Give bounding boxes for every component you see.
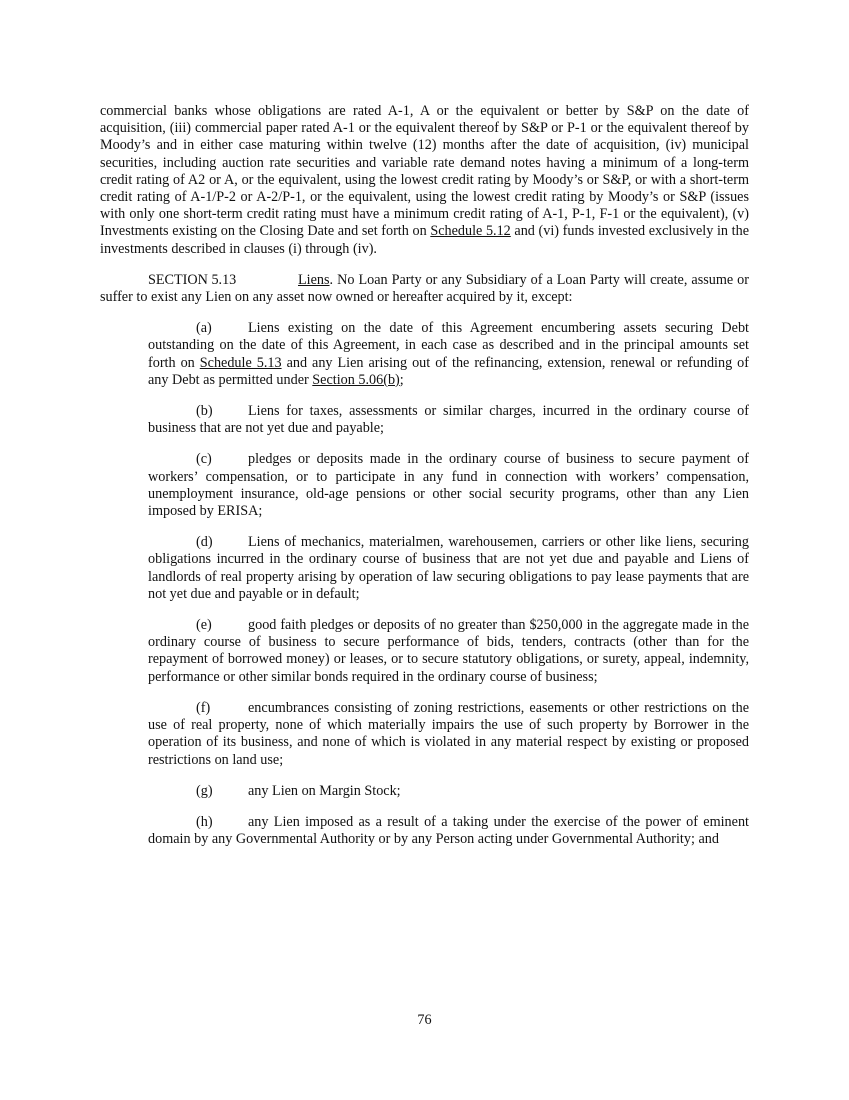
clause-b [148, 403, 749, 437]
clause-text: any Lien imposed as a result of a taking under the exercise of the power of eminent domain by any Governmental Authority or by any Person acting under Governmental Authority; and [148, 813, 749, 848]
clause-label: (c) [196, 451, 212, 468]
clause-a-text-a: Liens existing on the date of this Agreement encumbering assets securing Debt outstanding on the date of this Agreement, in each case as described and in the principal amounts set forth on [148, 320, 749, 371]
clause-e [148, 617, 749, 686]
schedule-5-12-reference: Schedule 5.12 [430, 223, 511, 240]
clause-label: (b) [196, 403, 213, 420]
clause-label: (f) [196, 699, 211, 716]
clause-label: (h) [196, 813, 213, 830]
section-5-13-paragraph [100, 272, 749, 306]
section-title: Liens [298, 271, 330, 288]
intro-paragraph [100, 103, 749, 258]
intro-text-b: and (vi) funds invested exclusively in the investments described in clauses (i) through (iv). [100, 223, 749, 257]
section-5-06b-reference: Section 5.06(b) [312, 371, 400, 388]
clause-list [100, 320, 749, 848]
clause-label: (a) [196, 320, 212, 337]
document-page [100, 103, 749, 862]
clause-g [148, 783, 749, 800]
clause-a [148, 320, 749, 389]
intro-text-a: commercial banks whose obligations are rated A-1, A or the equivalent or better by S&P on the date of acquisition, (iii) commercial paper rated A-1 or the equivalent thereof by S&P or P-1 or the equivalent thereof by Moody’s and in either case maturing within twelve (12) months after the date of acquisition, (iv) municipal securities, including auction rate securities and variable rate demand notes having a minimum of a long-term credit rating of A2 or A, or the equivalent, using the lowest credit rating by Moody’s or S&P, or with a short-term credit rating of A-1/P-2 or A-2/P-1, or the equivalent, using the lowest credit rating by Moody’s or S&P (issues with only one short-term credit rating must have a minimum credit rating of A-1, P-1, F-1 or the equivalent), (v) Investments existing on the Closing Date and set forth on [100, 103, 749, 240]
section-text: . No Loan Party or any Subsidiary of a Loan Party will create, assume or suffer to exist any Lien on any asset now owned or hereafter acquired by it, except: [100, 271, 749, 306]
clause-a-text-c: ; [399, 371, 404, 388]
clause-label: (e) [196, 617, 212, 634]
clause-c [148, 451, 749, 520]
schedule-5-13-reference: Schedule 5.13 [199, 354, 282, 371]
clause-text: encumbrances consisting of zoning restrictions, easements or other restrictions on the use of real property, none of which materially impairs the use of such property by Borrower in the operation of its business, and none of which is violated in any material respect by existing or proposed restrictions on land use; [148, 699, 749, 768]
page-number: 76 [417, 1012, 432, 1028]
clause-text: any Lien on Margin Stock; [248, 782, 401, 799]
clause-d [148, 534, 749, 603]
clause-h [148, 814, 749, 848]
clause-text: Liens for taxes, assessments or similar charges, incurred in the ordinary course of business that are not yet due and payable; [148, 403, 749, 437]
clause-text: good faith pledges or deposits of no greater than $250,000 in the aggregate made in the ordinary course of business to secure performance of bids, tenders, contracts (other than for the repayment of borrowed money) or leases, or to secure statutory obligations, or surety, appeal, indemnity, performance or other similar bonds required in the ordinary course of business; [148, 617, 749, 685]
clause-text: Liens of mechanics, materialmen, warehousemen, carriers or other like liens, securing obligations incurred in the ordinary course of business that are not yet due and payable and Liens of landlords of real property arising by operation of law securing obligations to pay lease payments that are not yet due and payable or in default; [148, 534, 749, 602]
clause-a-text-b: and any Lien arising out of the refinancing, extension, renewal or refunding of any Debt as permitted under [148, 354, 749, 388]
clause-f [148, 700, 749, 769]
clause-label: (g) [196, 782, 213, 799]
section-number: SECTION 5.13 [148, 271, 237, 288]
clause-text: pledges or deposits made in the ordinary course of business to secure payment of workers’ compensation, or to participate in any fund in connection with workers’ compensation, unemployment insurance, old-age pensions or other social security programs, other than any Lien imposed by ERISA; [148, 451, 749, 520]
clause-label: (d) [196, 534, 213, 551]
